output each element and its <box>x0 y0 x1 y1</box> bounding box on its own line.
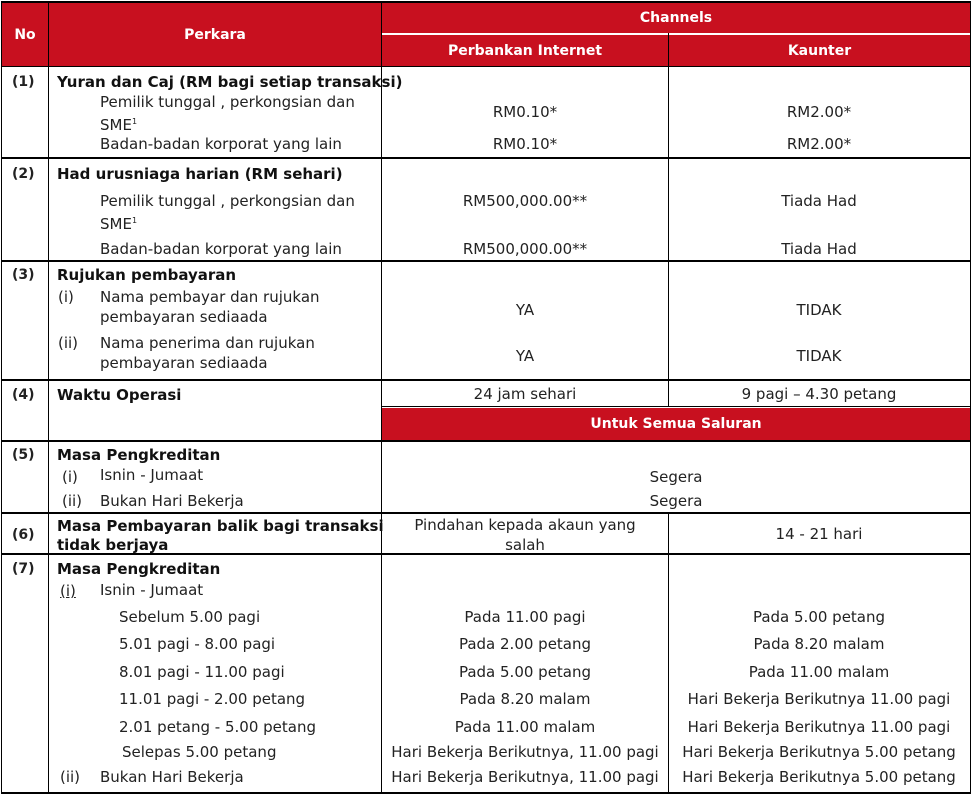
col-perkara-line <box>381 1 382 794</box>
header-internet-cell <box>382 35 668 66</box>
all-channels-header: Untuk Semua Saluran <box>590 416 762 432</box>
time-slot-label: Selepas 5.00 petang <box>122 743 277 761</box>
header-no: No <box>14 26 36 43</box>
header-bottom-line <box>1 66 971 67</box>
time-slot-label: 8.01 pagi - 11.00 pagi <box>119 663 285 681</box>
label-corporate: Badan-badan korporat yang lain <box>100 135 342 153</box>
label-sole-proprietor: Pemilik tunggal , perkongsian dan <box>100 192 355 210</box>
label-corporate: Badan-badan korporat yang lain <box>100 240 342 258</box>
fee-kaunter-sole: RM2.00* <box>786 103 852 121</box>
section-title-daily-limit: Had urusniaga harian (RM sehari) <box>57 165 343 183</box>
row-number-6: (6) <box>12 527 35 543</box>
section-title-fees: Yuran dan Caj (RM bagi setiap transaksi) <box>57 73 403 91</box>
header-no-cell <box>2 3 48 66</box>
header-channels: Channels <box>639 10 713 26</box>
label-non-working-day: Bukan Hari Bekerja <box>100 768 244 786</box>
section-title-refund-time-cont: tidak berjaya <box>57 536 169 554</box>
refund-internet-l1: Pindahan kepada akaun yang <box>414 516 636 534</box>
sub-index-i: (i) <box>62 468 78 486</box>
sub-index-ii: (ii) <box>58 334 79 352</box>
time-slot-label: Sebelum 5.00 pagi <box>119 608 261 626</box>
section-title-crediting-time: Masa Pengkreditan <box>57 446 221 464</box>
time-slot-kaunter: Pada 8.20 malam <box>753 635 885 653</box>
col-mid-line-b <box>668 513 669 794</box>
ref-kaunter-payer: TIDAK <box>796 301 842 319</box>
sub-index-i: (i) <box>60 582 76 600</box>
header-perkara-cell <box>49 3 381 66</box>
time-slot-internet: Pada 8.20 malam <box>459 690 591 708</box>
row-number-1: (1) <box>12 74 35 90</box>
section-title-refund-time: Masa Pembayaran balik bagi transaksi <box>57 517 384 535</box>
time-slot-kaunter: Hari Bekerja Berikutnya 5.00 petang <box>682 743 956 761</box>
time-slot-internet: Pada 5.00 petang <box>458 663 592 681</box>
label-payer-name: Nama pembayar dan rujukan <box>100 288 320 306</box>
refund-internet-l2: salah <box>505 536 545 554</box>
row5-bottom-line <box>1 512 971 514</box>
row-number-5: (5) <box>12 447 35 463</box>
time-slot-kaunter: Pada 11.00 malam <box>748 663 890 681</box>
sub-index-i: (i) <box>58 288 74 306</box>
time-slot-internet: Pada 2.00 petang <box>458 635 592 653</box>
limit-internet-sole: RM500,000.00** <box>462 192 588 210</box>
row3-bottom-line <box>1 379 971 381</box>
col-mid-line-a <box>668 33 669 407</box>
time-slot-internet: Pada 11.00 pagi <box>464 608 586 626</box>
credit-non-working-value: Segera <box>649 492 703 510</box>
border-top <box>1 1 971 3</box>
label-sole-proprietor: Pemilik tunggal , perkongsian dan <box>100 93 355 111</box>
border-right <box>970 1 971 794</box>
label-payee-name: Nama penerima dan rujukan <box>100 334 315 352</box>
row4-inner-line <box>382 406 971 407</box>
section-title-payment-reference: Rujukan pembayaran <box>57 266 237 284</box>
fee-kaunter-corporate: RM2.00* <box>786 135 852 153</box>
row1-bottom-line <box>1 157 971 159</box>
limit-internet-corporate: RM500,000.00** <box>462 240 588 258</box>
time-slot-label: 2.01 petang - 5.00 petang <box>119 718 316 736</box>
row-number-2: (2) <box>12 166 35 182</box>
time-slot-label: 11.01 pagi - 2.00 petang <box>119 690 306 708</box>
label-non-working-day: Bukan Hari Bekerja <box>100 492 244 510</box>
sub-index-ii: (ii) <box>60 768 81 786</box>
label-sme: SME$^1$ <box>100 116 138 134</box>
section-title-crediting-time-2: Masa Pengkreditan <box>57 560 221 578</box>
row2-bottom-line <box>1 260 971 262</box>
label-payee-name-cont: pembayaran sediaada <box>100 354 268 372</box>
header-channels-cell <box>382 3 970 33</box>
footnote-marker: 1 <box>131 117 138 126</box>
col-no-line <box>48 1 49 794</box>
limit-kaunter-sole: Tiada Had <box>781 192 857 210</box>
hours-internet: 24 jam sehari <box>473 385 577 403</box>
time-slot-kaunter: Pada 5.00 petang <box>752 608 886 626</box>
label-payer-name-cont: pembayaran sediaada <box>100 308 268 326</box>
time-slot-internet: Hari Bekerja Berikutnya, 11.00 pagi <box>391 743 659 761</box>
time-slot-kaunter: Hari Bekerja Berikutnya 11.00 pagi <box>687 718 951 736</box>
label-weekdays: Isnin - Jumaat <box>100 581 204 599</box>
limit-kaunter-corporate: Tiada Had <box>781 240 857 258</box>
ref-internet-payer: YA <box>515 301 535 319</box>
sub-index-ii: (ii) <box>62 492 83 510</box>
ref-internet-payee: YA <box>515 347 535 365</box>
hours-kaunter: 9 pagi – 4.30 petang <box>741 385 897 403</box>
credit-weekdays-value: Segera <box>649 468 703 486</box>
row-number-7: (7) <box>12 561 35 577</box>
time-slot-kaunter: Hari Bekerja Berikutnya 11.00 pagi <box>687 690 951 708</box>
header-perkara: Perkara <box>184 26 246 43</box>
label-sme: SME$^1$ <box>100 215 138 233</box>
refund-kaunter: 14 - 21 hari <box>775 525 863 543</box>
row4-bottom-line <box>1 440 971 442</box>
row-number-3: (3) <box>12 267 35 283</box>
header-kaunter: Kaunter <box>787 42 852 59</box>
section-title-operating-hours: Waktu Operasi <box>57 386 182 404</box>
non-working-kaunter: Hari Bekerja Berikutnya 5.00 petang <box>682 768 956 786</box>
header-internet: Perbankan Internet <box>447 42 603 59</box>
time-slot-internet: Pada 11.00 malam <box>454 718 596 736</box>
row-number-4: (4) <box>12 387 35 403</box>
ref-kaunter-payee: TIDAK <box>796 347 842 365</box>
border-bottom <box>1 792 971 794</box>
time-slot-label: 5.01 pagi - 8.00 pagi <box>119 635 276 653</box>
fee-internet-sole: RM0.10* <box>492 103 558 121</box>
label-weekdays: Isnin - Jumaat <box>100 466 204 484</box>
non-working-internet: Hari Bekerja Berikutnya, 11.00 pagi <box>391 768 659 786</box>
header-kaunter-cell <box>669 35 970 66</box>
border-left <box>1 1 2 794</box>
fee-internet-corporate: RM0.10* <box>492 135 558 153</box>
footnote-marker: 1 <box>131 216 138 225</box>
all-channels-cell <box>382 408 970 440</box>
